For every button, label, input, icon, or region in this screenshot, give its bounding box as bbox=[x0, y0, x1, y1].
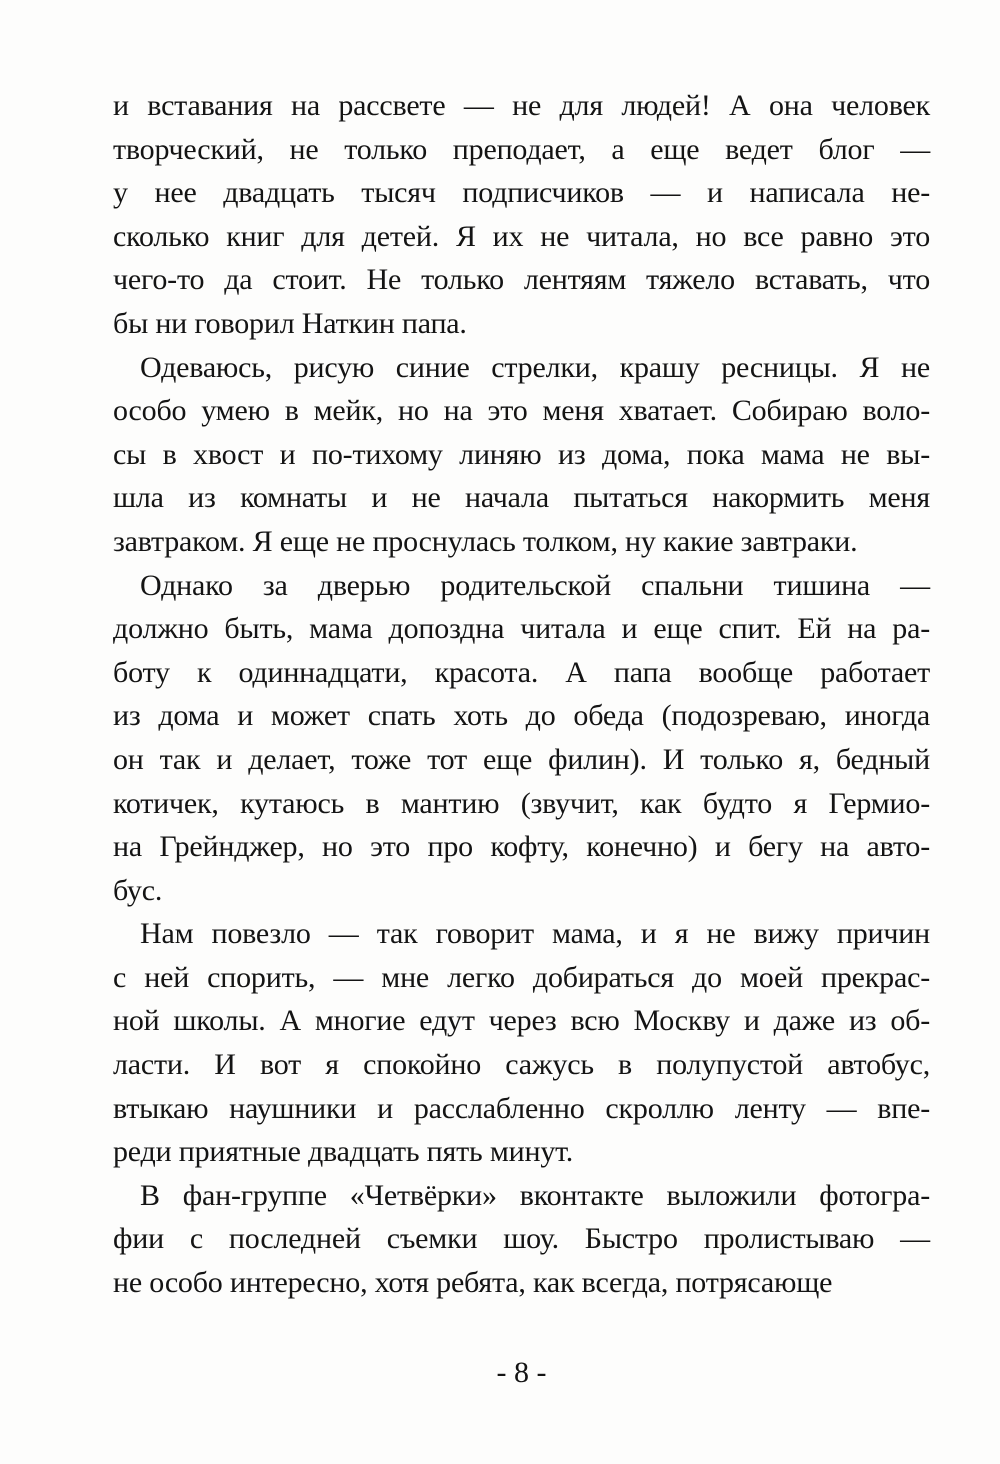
text-line: сы в хвост и по-тихому линяю из дома, пока мама не вы- bbox=[113, 437, 930, 471]
text-line: на Грейнджер, но это про кофту, конечно) и бегу на авто- bbox=[113, 830, 930, 864]
text-block bbox=[113, 84, 930, 1305]
text-line: у нее двадцать тысяч подписчиков — и написала не- bbox=[113, 176, 930, 210]
paragraph bbox=[113, 1174, 930, 1305]
text-line: особо умею в мейк, но на это меня хватает. Собираю воло- bbox=[113, 394, 930, 428]
paragraph bbox=[113, 912, 930, 1174]
text-line: ной школы. А многие едут через всю Москву и даже из об- bbox=[113, 1004, 930, 1038]
text-line: втыкаю наушники и расслабленно скроллю ленту — впе- bbox=[113, 1091, 930, 1125]
text-line: из дома и может спать хоть до обеда (подозреваю, иногда bbox=[113, 699, 930, 733]
text-line: бус. bbox=[113, 873, 163, 907]
text-line: боту к одиннадцати, красота. А папа вообще работает bbox=[113, 655, 930, 689]
text-line: Однако за дверью родительской спальни тишина — bbox=[140, 568, 930, 602]
text-line: сколько книг для детей. Я их не читала, но все равно это bbox=[113, 219, 930, 253]
text-line: и вставания на рассвете — не для людей! А она человек bbox=[113, 89, 930, 122]
text-line: ласти. И вот я спокойно сажусь в полупустой автобус, bbox=[113, 1048, 930, 1082]
text-line: завтраком. Я еще не проснулась толком, ну какие завтраки. bbox=[113, 524, 858, 558]
text-line: фии с последней съемки шоу. Быстро пролистываю — bbox=[113, 1222, 930, 1256]
text-line: чего-то да стоит. Не только лентяям тяжело вставать, что bbox=[113, 263, 930, 297]
page-number: - 8 - bbox=[496, 1356, 547, 1389]
text-line: Одеваюсь, рисую синие стрелки, крашу ресницы. Я не bbox=[140, 350, 930, 384]
text-line: с ней спорить, — мне легко добираться до моей прекрас- bbox=[113, 960, 930, 994]
paragraph bbox=[113, 564, 930, 913]
text-line: Нам повезло — так говорит мама, и я не вижу причин bbox=[140, 917, 930, 951]
text-line: котичек, кутаюсь в мантию (звучит, как будто я Гермио- bbox=[113, 786, 930, 820]
text-line: творческий, не только преподает, а еще ведет блог — bbox=[113, 132, 930, 166]
paragraph bbox=[113, 84, 930, 346]
text-line: не особо интересно, хотя ребята, как всегда, потрясающе bbox=[113, 1266, 833, 1300]
text-line: шла из комнаты и не начала пытаться накормить меня bbox=[113, 481, 930, 515]
text-line: должно быть, мама допоздна читала и еще спит. Ей на ра- bbox=[113, 612, 930, 646]
paragraph bbox=[113, 346, 930, 564]
text-line: В фан-группе «Четвёрки» вконтакте выложили фотогра- bbox=[140, 1178, 930, 1212]
text-line: он так и делает, тоже тот еще филин). И только я, бедный bbox=[113, 742, 930, 776]
text-line: бы ни говорил Наткин папа. bbox=[113, 306, 467, 340]
text-line: реди приятные двадцать пять минут. bbox=[113, 1135, 574, 1169]
